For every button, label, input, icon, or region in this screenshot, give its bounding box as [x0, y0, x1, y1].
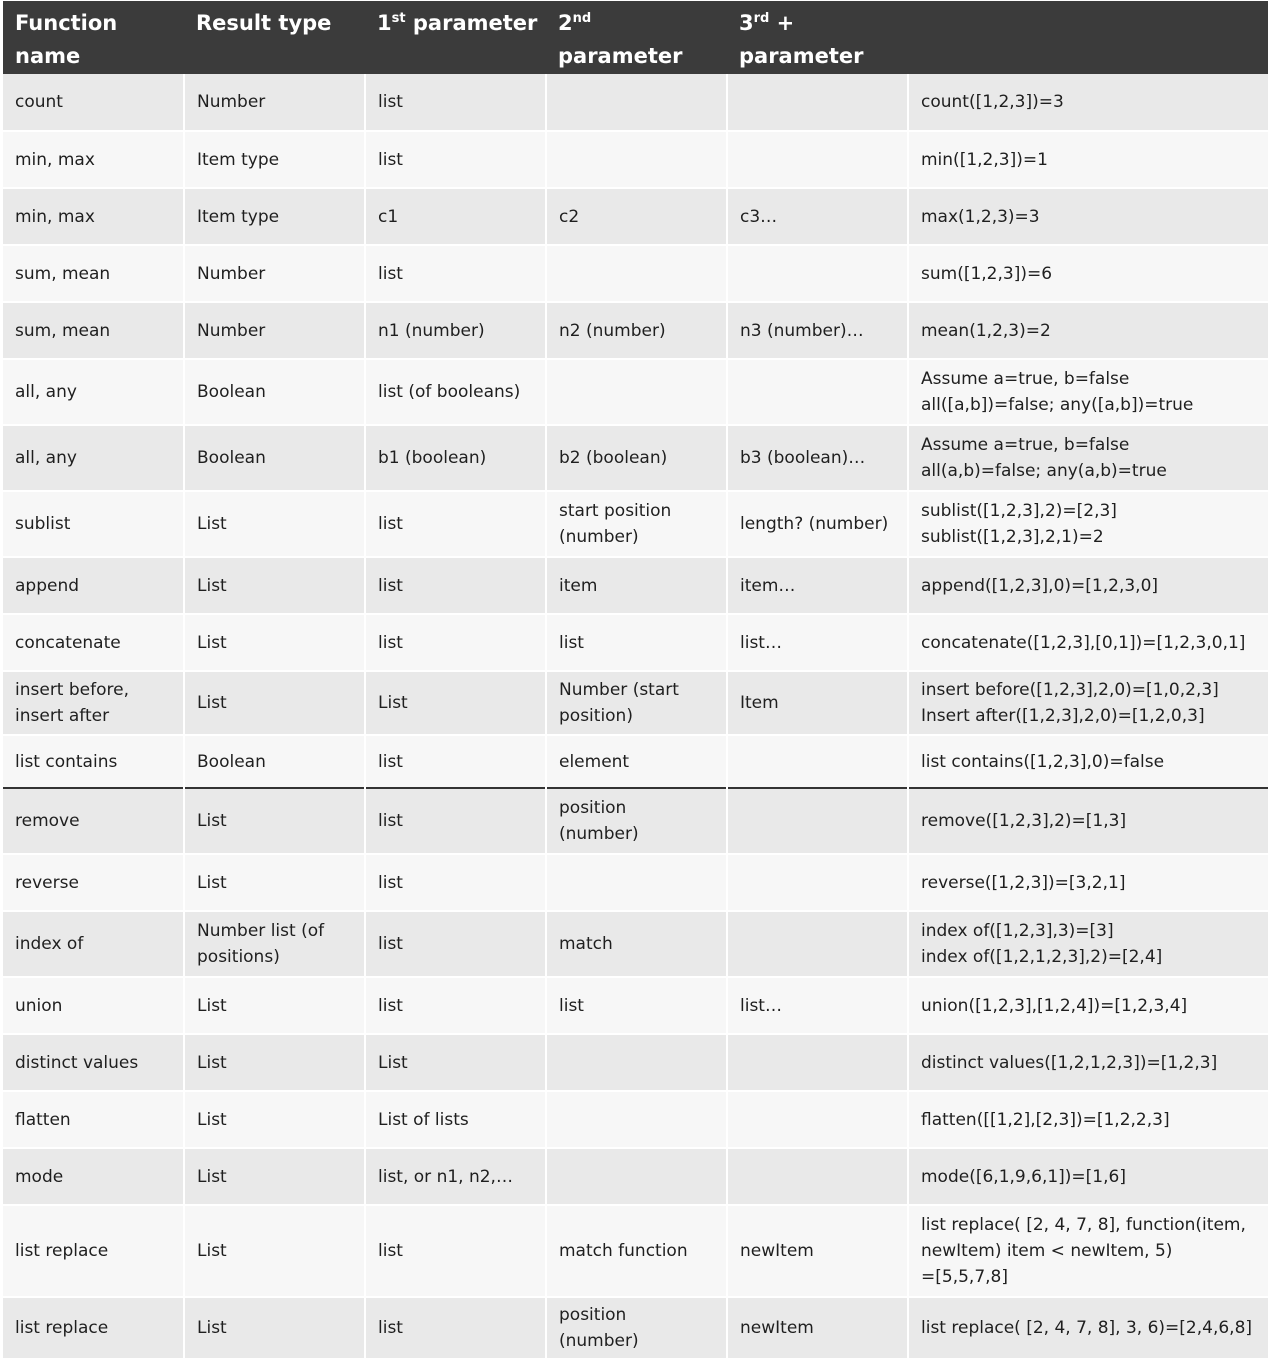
cell-text-line: all, any	[15, 448, 77, 468]
second-parameter-cell	[546, 302, 727, 359]
cell-text-line: list replace( [2, 4, 7, 8], 3, 6)=[2,4,6,8]	[921, 1318, 1253, 1338]
function-name-cell	[3, 614, 184, 671]
cell-text-line: all, any	[15, 382, 77, 402]
cell-text-line: newItem	[740, 1318, 814, 1338]
cell-text-line: List	[197, 1318, 227, 1338]
result-type-cell	[184, 557, 365, 614]
function-name-cell	[3, 425, 184, 491]
cell-text-line: b3 (boolean)…	[740, 448, 866, 468]
function-name-cell	[3, 557, 184, 614]
cell-text-line: List of lists	[378, 1109, 469, 1130]
cell-text-line: sublist([1,2,3],2)=[2,3]	[921, 501, 1117, 521]
cell-text-line: start position	[559, 501, 672, 521]
result-type-cell	[184, 911, 365, 977]
example-cell	[908, 1091, 1268, 1148]
header-third-parameter: 3rd + parameter	[727, 1, 908, 74]
cell-text-line: remove	[15, 811, 80, 831]
cell-text-line: union	[15, 995, 63, 1016]
first-parameter-cell	[365, 1205, 546, 1297]
result-type-cell	[184, 1148, 365, 1205]
cell-text-line: list	[378, 575, 403, 596]
third-parameter-cell	[727, 74, 908, 131]
example-cell	[908, 131, 1268, 188]
function-name-cell	[3, 1148, 184, 1205]
cell-text-line: =[5,5,7,8]	[921, 1267, 1008, 1287]
result-type-cell	[184, 245, 365, 302]
table-row	[3, 131, 1268, 188]
second-parameter-cell	[546, 359, 727, 425]
cell-text-line: all([a,b])=false; any([a,b])=true	[921, 395, 1194, 415]
cell-text-line: List	[197, 1109, 227, 1130]
cell-text-line: match function	[559, 1241, 688, 1261]
first-parameter-cell	[365, 425, 546, 491]
cell-text-line: position	[559, 798, 627, 818]
first-parameter-cell	[365, 131, 546, 188]
example-cell	[908, 557, 1268, 614]
function-name-cell	[3, 131, 184, 188]
cell-text-line: match	[559, 934, 613, 954]
cell-text-line: List	[378, 693, 408, 713]
result-type-cell	[184, 735, 365, 788]
third-parameter-cell	[727, 854, 908, 911]
second-parameter-cell	[546, 614, 727, 671]
header-row	[3, 1, 1268, 74]
cell-text-line: (number)	[559, 527, 639, 547]
third-parameter-cell	[727, 491, 908, 557]
cell-text-line: newItem) item < newItem, 5)	[921, 1241, 1173, 1261]
cell-text-line: mode	[15, 1166, 64, 1187]
function-name-cell	[3, 302, 184, 359]
result-type-cell	[184, 1034, 365, 1091]
cell-text-line: reverse	[15, 872, 79, 893]
cell-text-line: (number)	[559, 824, 639, 844]
cell-text-line: Item type	[197, 206, 280, 227]
function-name-cell	[3, 74, 184, 131]
cell-text-line: mode([6,1,9,6,1])=[1,6]	[921, 1166, 1126, 1187]
cell-text-line: list	[378, 1241, 403, 1261]
first-parameter-cell	[365, 359, 546, 425]
third-parameter-cell	[727, 1205, 908, 1297]
cell-text-line: List	[197, 1052, 227, 1073]
third-parameter-cell	[727, 302, 908, 359]
table-row	[3, 425, 1268, 491]
cell-text-line: count([1,2,3])=3	[921, 92, 1064, 112]
function-name-cell	[3, 977, 184, 1034]
example-cell	[908, 977, 1268, 1034]
cell-text-line: list	[559, 632, 584, 653]
result-type-cell	[184, 977, 365, 1034]
table-row	[3, 1034, 1268, 1091]
cell-text-line: position)	[559, 706, 633, 726]
cell-text-line: min, max	[15, 149, 95, 170]
second-parameter-cell	[546, 74, 727, 131]
cell-text-line: c2	[559, 206, 580, 227]
second-parameter-cell	[546, 557, 727, 614]
third-parameter-cell	[727, 425, 908, 491]
cell-text-line: List	[197, 632, 227, 653]
cell-text-line: Boolean	[197, 448, 266, 468]
second-parameter-cell	[546, 788, 727, 854]
cell-text-line: reverse([1,2,3])=[3,2,1]	[921, 872, 1126, 893]
cell-text-line: (number)	[559, 1331, 639, 1351]
table-row	[3, 302, 1268, 359]
table-row	[3, 1148, 1268, 1205]
cell-text-line: list	[378, 92, 403, 112]
cell-text-line: append([1,2,3],0)=[1,2,3,0]	[921, 575, 1159, 596]
cell-text-line: List	[197, 693, 227, 713]
table-row	[3, 491, 1268, 557]
first-parameter-cell	[365, 188, 546, 245]
cell-text-line: n3 (number)…	[740, 320, 864, 341]
example-cell	[908, 614, 1268, 671]
result-type-cell	[184, 614, 365, 671]
example-cell	[908, 1034, 1268, 1091]
cell-text-line: positions)	[197, 947, 280, 967]
third-parameter-cell	[727, 1297, 908, 1359]
example-cell	[908, 245, 1268, 302]
cell-text-line: index of([1,2,3],3)=[3]	[921, 921, 1114, 941]
function-name-cell	[3, 359, 184, 425]
example-cell	[908, 735, 1268, 788]
first-parameter-cell	[365, 1297, 546, 1359]
example-cell	[908, 491, 1268, 557]
result-type-cell	[184, 188, 365, 245]
cell-text-line: count	[15, 92, 63, 112]
example-cell	[908, 911, 1268, 977]
table-row	[3, 557, 1268, 614]
cell-text-line: Assume a=true, b=false	[921, 435, 1130, 455]
first-parameter-cell	[365, 614, 546, 671]
cell-text-line: Number	[197, 320, 266, 341]
cell-text-line: Boolean	[197, 382, 266, 402]
cell-text-line: List	[378, 1052, 408, 1073]
cell-text-line: sublist([1,2,3],2,1)=2	[921, 527, 1104, 547]
table-row	[3, 614, 1268, 671]
result-type-cell	[184, 788, 365, 854]
cell-text-line: insert after	[15, 706, 110, 726]
cell-text-line: Item type	[197, 149, 280, 170]
table-row	[3, 911, 1268, 977]
example-cell	[908, 74, 1268, 131]
list-functions-table	[3, 1, 1268, 1360]
table-row	[3, 74, 1268, 131]
cell-text-line: List	[197, 811, 227, 831]
third-parameter-cell	[727, 614, 908, 671]
example-cell	[908, 671, 1268, 735]
cell-text-line: Number (start	[559, 680, 679, 700]
cell-text-line: item…	[740, 575, 796, 596]
cell-text-line: list	[378, 811, 403, 831]
function-name-cell	[3, 245, 184, 302]
result-type-cell	[184, 854, 365, 911]
cell-text-line: min([1,2,3])=1	[921, 149, 1048, 170]
cell-text-line: list…	[740, 995, 782, 1016]
second-parameter-cell	[546, 1205, 727, 1297]
function-name-cell	[3, 1091, 184, 1148]
cell-text-line: max(1,2,3)=3	[921, 206, 1040, 227]
cell-text-line: b1 (boolean)	[378, 448, 487, 468]
table-row	[3, 1297, 1268, 1359]
second-parameter-cell	[546, 1297, 727, 1359]
example-cell	[908, 788, 1268, 854]
cell-text-line: position	[559, 1305, 627, 1325]
cell-text-line: sum, mean	[15, 263, 111, 284]
result-type-cell	[184, 671, 365, 735]
cell-text-line: list	[378, 263, 403, 284]
cell-text-line: List	[197, 575, 227, 596]
cell-text-line: min, max	[15, 206, 95, 227]
cell-text-line: list…	[740, 632, 782, 653]
second-parameter-cell	[546, 735, 727, 788]
third-parameter-cell	[727, 977, 908, 1034]
function-name-cell	[3, 491, 184, 557]
first-parameter-cell	[365, 245, 546, 302]
cell-text-line: all(a,b)=false; any(a,b)=true	[921, 461, 1167, 481]
cell-text-line: insert before,	[15, 680, 129, 700]
third-parameter-cell	[727, 911, 908, 977]
cell-text-line: sublist	[15, 514, 71, 534]
cell-text-line: sum([1,2,3])=6	[921, 263, 1053, 284]
cell-text-line: concatenate	[15, 632, 121, 653]
table-row	[3, 245, 1268, 302]
cell-text-line: index of	[15, 934, 84, 954]
cell-text-line: list	[378, 872, 403, 893]
third-parameter-cell	[727, 671, 908, 735]
function-name-cell	[3, 854, 184, 911]
example-cell	[908, 425, 1268, 491]
table-row	[3, 188, 1268, 245]
example-cell	[908, 302, 1268, 359]
cell-text-line: index of([1,2,1,2,3],2)=[2,4]	[921, 947, 1163, 967]
cell-text-line: element	[559, 751, 630, 772]
header-first-parameter: 1st parameter	[365, 1, 546, 74]
table-row	[3, 359, 1268, 425]
cell-text-line: list	[378, 995, 403, 1016]
cell-text-line: append	[15, 575, 80, 596]
second-parameter-cell	[546, 425, 727, 491]
first-parameter-cell	[365, 557, 546, 614]
table-row	[3, 977, 1268, 1034]
cell-text-line: list	[378, 149, 403, 170]
example-cell	[908, 359, 1268, 425]
third-parameter-cell	[727, 245, 908, 302]
second-parameter-cell	[546, 1091, 727, 1148]
cell-text-line: sum, mean	[15, 320, 111, 341]
second-parameter-cell	[546, 491, 727, 557]
cell-text-line: n1 (number)	[378, 320, 485, 341]
cell-text-line: list replace	[15, 1241, 109, 1261]
result-type-cell	[184, 359, 365, 425]
cell-text-line: list	[378, 514, 403, 534]
third-parameter-cell	[727, 188, 908, 245]
cell-text-line: Item	[740, 693, 779, 713]
cell-text-line: item	[559, 575, 598, 596]
header-result-type: Result type	[184, 1, 365, 74]
third-parameter-cell	[727, 1148, 908, 1205]
example-cell	[908, 188, 1268, 245]
result-type-cell	[184, 425, 365, 491]
cell-text-line: Number list (of	[197, 921, 325, 941]
cell-text-line: list	[378, 751, 403, 772]
third-parameter-cell	[727, 1091, 908, 1148]
result-type-cell	[184, 1205, 365, 1297]
example-cell	[908, 854, 1268, 911]
cell-text-line: List	[197, 872, 227, 893]
cell-text-line: union([1,2,3],[1,2,4])=[1,2,3,4]	[921, 995, 1188, 1016]
third-parameter-cell	[727, 557, 908, 614]
cell-text-line: c3…	[740, 206, 778, 227]
result-type-cell	[184, 491, 365, 557]
table-row	[3, 854, 1268, 911]
first-parameter-cell	[365, 671, 546, 735]
third-parameter-cell	[727, 131, 908, 188]
first-parameter-cell	[365, 302, 546, 359]
cell-text-line: flatten	[15, 1109, 71, 1130]
cell-text-line: list contains([1,2,3],0)=false	[921, 751, 1165, 772]
cell-text-line: remove([1,2,3],2)=[1,3]	[921, 811, 1127, 831]
cell-text-line: List	[197, 514, 227, 534]
cell-text-line: newItem	[740, 1241, 814, 1261]
second-parameter-cell	[546, 977, 727, 1034]
result-type-cell	[184, 74, 365, 131]
cell-text-line: Boolean	[197, 751, 266, 772]
cell-text-line: list (of booleans)	[378, 382, 521, 402]
cell-text-line: flatten([[1,2],[2,3])=[1,2,2,3]	[921, 1109, 1170, 1130]
cell-text-line: list contains	[15, 751, 118, 772]
function-name-cell	[3, 1297, 184, 1359]
table-body	[3, 74, 1268, 1359]
cell-text-line: list	[559, 995, 584, 1016]
first-parameter-cell	[365, 491, 546, 557]
cell-text-line: insert before([1,2,3],2,0)=[1,0,2,3]	[921, 680, 1219, 700]
cell-text-line: list replace( [2, 4, 7, 8], function(item,	[921, 1215, 1246, 1235]
table-row	[3, 1091, 1268, 1148]
second-parameter-cell	[546, 911, 727, 977]
function-name-cell	[3, 1205, 184, 1297]
example-cell	[908, 1205, 1268, 1297]
first-parameter-cell	[365, 854, 546, 911]
cell-text-line: list	[378, 934, 403, 954]
cell-text-line: distinct values	[15, 1052, 139, 1073]
header-second-parameter: 2nd parameter	[546, 1, 727, 74]
table-row	[3, 788, 1268, 854]
cell-text-line: List	[197, 1241, 227, 1261]
cell-text-line: mean(1,2,3)=2	[921, 320, 1051, 341]
first-parameter-cell	[365, 1091, 546, 1148]
function-name-cell	[3, 788, 184, 854]
first-parameter-cell	[365, 788, 546, 854]
cell-text-line: list, or n1, n2,…	[378, 1166, 513, 1187]
cell-text-line: list	[378, 1318, 403, 1338]
first-parameter-cell	[365, 74, 546, 131]
second-parameter-cell	[546, 1034, 727, 1091]
cell-text-line: List	[197, 995, 227, 1016]
result-type-cell	[184, 1091, 365, 1148]
cell-text-line: list	[378, 632, 403, 653]
second-parameter-cell	[546, 671, 727, 735]
cell-text-line: c1	[378, 206, 399, 227]
first-parameter-cell	[365, 1148, 546, 1205]
cell-text-line: b2 (boolean)	[559, 448, 668, 468]
result-type-cell	[184, 131, 365, 188]
result-type-cell	[184, 302, 365, 359]
second-parameter-cell	[546, 1148, 727, 1205]
cell-text-line: distinct values([1,2,1,2,3])=[1,2,3]	[921, 1052, 1218, 1073]
cell-text-line: Assume a=true, b=false	[921, 369, 1130, 389]
function-name-cell	[3, 735, 184, 788]
header-example	[908, 1, 1268, 74]
table-row	[3, 1205, 1268, 1297]
function-name-cell	[3, 671, 184, 735]
function-name-cell	[3, 1034, 184, 1091]
third-parameter-cell	[727, 788, 908, 854]
example-cell	[908, 1297, 1268, 1359]
first-parameter-cell	[365, 977, 546, 1034]
cell-text-line: length? (number)	[740, 514, 889, 534]
third-parameter-cell	[727, 1034, 908, 1091]
function-name-cell	[3, 911, 184, 977]
third-parameter-cell	[727, 359, 908, 425]
second-parameter-cell	[546, 131, 727, 188]
first-parameter-cell	[365, 911, 546, 977]
cell-text-line: concatenate([1,2,3],[0,1])=[1,2,3,0,1]	[921, 632, 1246, 653]
second-parameter-cell	[546, 188, 727, 245]
cell-text-line: Number	[197, 263, 266, 284]
cell-text-line: Insert after([1,2,3],2,0)=[1,2,0,3]	[921, 706, 1205, 726]
example-cell	[908, 1148, 1268, 1205]
result-type-cell	[184, 1297, 365, 1359]
cell-text-line: list replace	[15, 1318, 109, 1338]
second-parameter-cell	[546, 245, 727, 302]
cell-text-line: Number	[197, 92, 266, 112]
third-parameter-cell	[727, 735, 908, 788]
cell-text-line: n2 (number)	[559, 320, 666, 341]
second-parameter-cell	[546, 854, 727, 911]
table-row	[3, 671, 1268, 735]
cell-text-line: List	[197, 1166, 227, 1187]
function-name-cell	[3, 188, 184, 245]
header-function-name: Function name	[3, 1, 184, 74]
first-parameter-cell	[365, 735, 546, 788]
table-row	[3, 735, 1268, 788]
first-parameter-cell	[365, 1034, 546, 1091]
